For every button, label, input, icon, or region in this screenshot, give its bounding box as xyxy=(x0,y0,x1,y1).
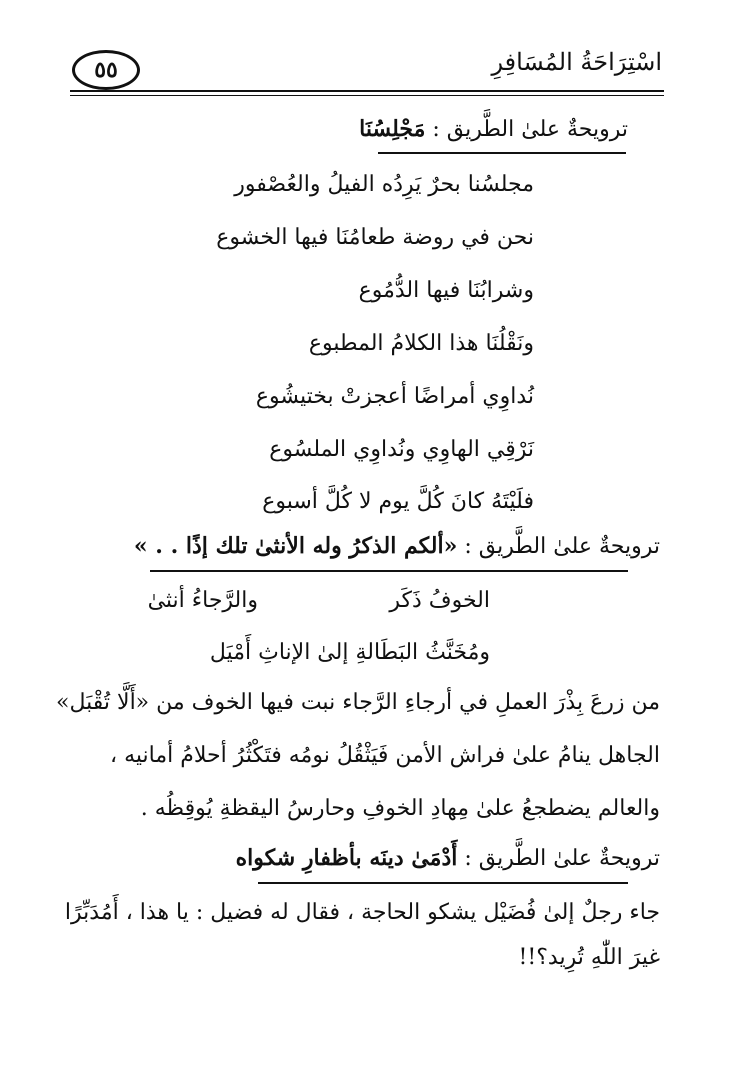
poem-line: نحن في روضة طعامُنَا فيها الخشوع xyxy=(216,225,534,250)
page-number: ٥٥ xyxy=(94,57,118,83)
prose-line: من زرعَ بِذْرَ العملِ في أرجاءِ الرَّجاء نبت فيها الخوف من «أَلَّا تُقْبَل» xyxy=(56,690,660,715)
header-rule-thin xyxy=(70,95,664,96)
section2-heading-rule xyxy=(150,570,628,572)
section3-title: أَدْمَىٰ دينَه بأظفارِ شكواه xyxy=(235,845,458,871)
poem-line: فلَيْتَهُ كانَ كُلَّ يوم لا كُلَّ أسبوع xyxy=(262,489,534,514)
section1-label: ترويحةٌ علىٰ الطَّريق : xyxy=(432,117,628,142)
section1-heading xyxy=(359,116,628,143)
verse-hemistich-left: والرَّجاءُ أنثىٰ xyxy=(147,588,258,613)
page-number-badge xyxy=(72,50,140,90)
section3-label: ترويحةٌ علىٰ الطَّريق : xyxy=(464,846,660,871)
prose-line: والعالم يضطجعُ علىٰ مِهادِ الخوفِ وحارسُ اليقظةِ يُوقِظُه . xyxy=(140,796,660,821)
header-rule xyxy=(70,90,664,92)
prose-line: جاء رجلٌ إلىٰ فُضَيْل يشكو الحاجة ، فقال له فضيل : يا هذا ، أَمُدَبِّرًا xyxy=(64,900,660,925)
section1-title: مَجْلِسُنَا xyxy=(359,116,426,142)
section2-heading xyxy=(134,533,660,560)
poem-line: نُداوِي أمراضًا أعجزتْ بختيشُوع xyxy=(255,384,534,409)
poem-line: مجلسُنا بحرٌ يَرِدُه الفيلُ والعُصْفور xyxy=(234,172,534,197)
prose-line: الجاهل ينامُ علىٰ فراش الأمن فَيَثْقُلُ نومُه فتَكْثُرُ أحلامُ أمانيه ، xyxy=(109,743,660,768)
poem-line: ونَقْلُنَا هذا الكلامُ المطبوع xyxy=(308,331,534,356)
running-header-title: اسْتِرَاحَةُ المُسَافِرِ xyxy=(491,48,662,76)
verse-hemistich-right: الخوفُ ذَكَر xyxy=(389,588,490,613)
poem-line: نَرْقِي الهاوِي ونُداوِي الملسُوع xyxy=(269,437,534,462)
section2-label: ترويحةٌ علىٰ الطَّريق : xyxy=(464,534,660,559)
poem-line: وشرابُنَا فيها الدُّمُوع xyxy=(358,278,534,303)
section3-heading-rule xyxy=(258,882,628,884)
section3-heading xyxy=(236,845,660,872)
verse-line: ومُخَنَّثُ البَطَالةِ إلىٰ الإناثِ أَمْيَل xyxy=(209,640,490,665)
prose-line: غيرَ اللّٰهِ تُرِيد؟!! xyxy=(518,945,660,970)
section1-heading-rule xyxy=(378,152,626,154)
section2-title: «ألكم الذكرُ وله الأنثىٰ تلك إذًا . . » xyxy=(133,533,458,559)
